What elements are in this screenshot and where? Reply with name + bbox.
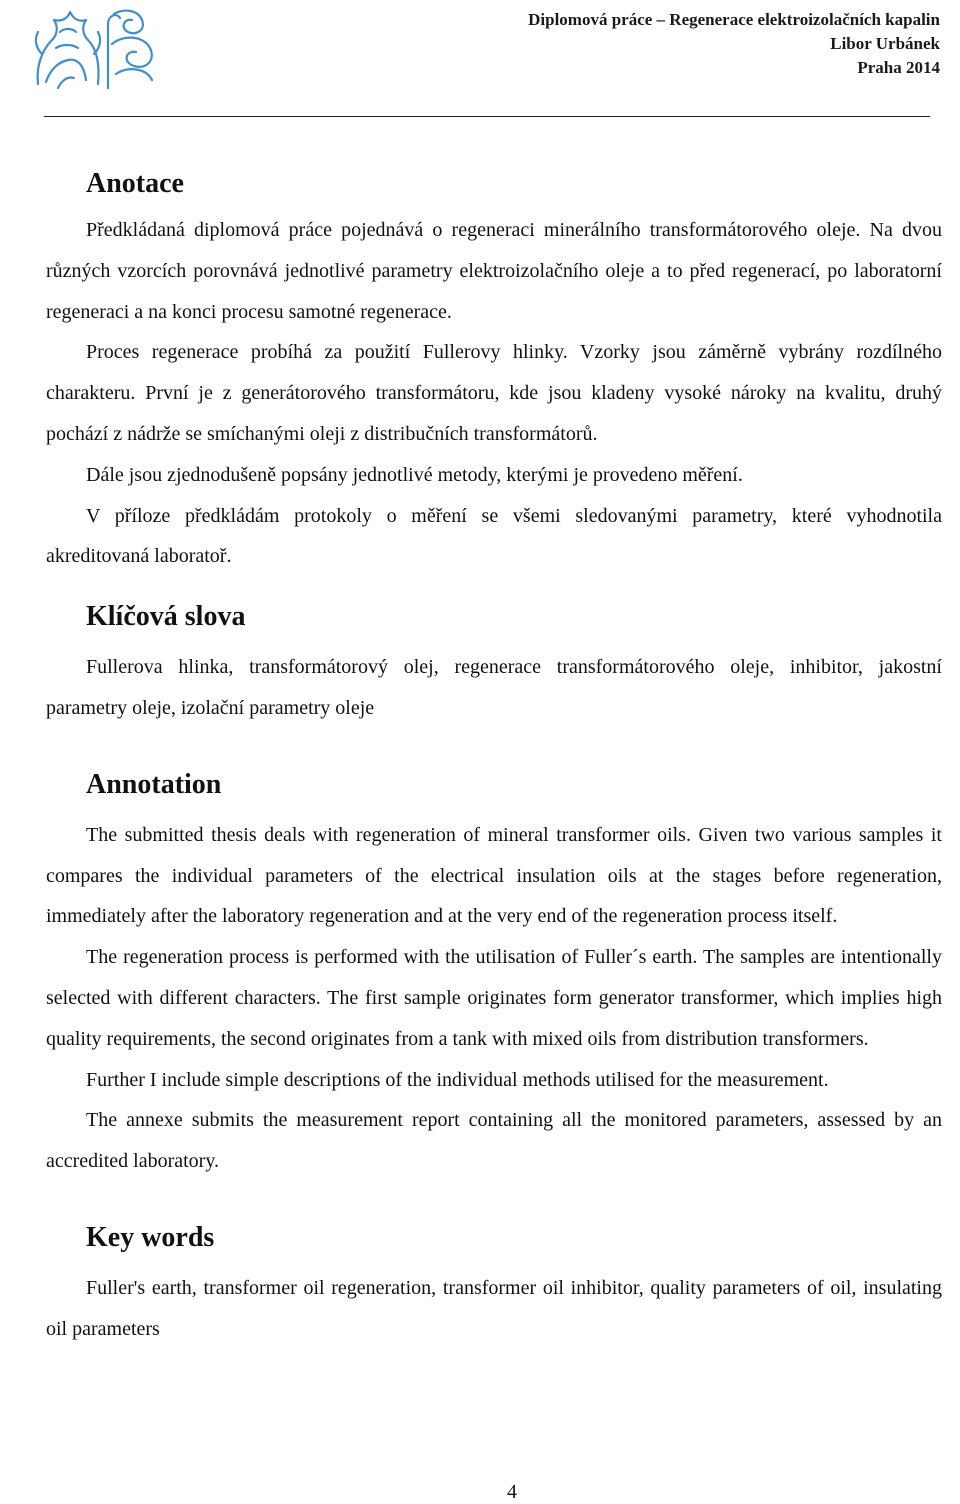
ctu-lion-logo-icon (28, 4, 163, 90)
header-divider (44, 116, 930, 117)
page-header (528, 8, 940, 80)
section-title-key-words: Key words (86, 1221, 215, 1253)
anotace-paragraph: Předkládaná diplomová práce pojednává o regeneraci minerálního transformátorového oleje. Na dvou různých vzorcích porovnává jednotlivé parametry elektroizolačního oleje a to před regenerací, po laboratorní regeneraci a na konci procesu samotné regenerace. (46, 219, 942, 323)
thesis-title: Diplomová práce – Regenerace elektroizolačních kapalin (528, 10, 940, 29)
section-title-klicova-slova: Klíčová slova (86, 601, 246, 633)
annotation-paragraph: The submitted thesis deals with regeneration of mineral transformer oils. Given two various samples it compares the individual parameters of the electrical insulation oils at the stages before regeneration, immediately after the laboratory regeneration and at the very end of the regeneration process itself. (46, 823, 942, 928)
annotation-paragraph: Further I include simple descriptions of the individual methods utilised for the measurement. (86, 1068, 829, 1091)
annotation-paragraph: The annexe submits the measurement report containing all the monitored parameters, assessed by an accredited laboratory. (46, 1109, 942, 1173)
key-words-text: Fuller's earth, transformer oil regeneration, transformer oil inhibitor, quality parameters of oil, insulating oil parameters (46, 1276, 942, 1340)
page-number: 4 (507, 1481, 517, 1503)
place-year: Praha 2014 (857, 58, 940, 77)
anotace-paragraph: Dále jsou zjednodušeně popsány jednotlivé metody, kterými je provedeno měření. (86, 463, 743, 486)
annotation-paragraph: The regeneration process is performed with the utilisation of Fuller´s earth. The samples are intentionally selected with different characters. The first sample originates form generator transformer, which implies high quality requirements, the second originates from a tank with mixed oils from distribution transformers. (46, 946, 942, 1050)
klicova-slova-text: Fullerova hlinka, transformátorový olej, regenerace transformátorového oleje, inhibitor, jakostní parametry oleje, izolační parametry oleje (46, 656, 942, 719)
page-body (46, 164, 942, 1350)
section-title-annotation: Annotation (86, 768, 222, 800)
anotace-paragraph: Proces regenerace probíhá za použití Fullerovy hlinky. Vzorky jsou záměrně vybrány rozdílného charakteru. První je z generátorového transformátoru, kde jsou kladeny vysoké nároky na kvalitu, druhý pochází z nádrže se smíchanými oleji z distribučních transformátorů. (46, 341, 942, 445)
section-title-anotace: Anotace (86, 168, 184, 199)
author-name: Libor Urbánek (830, 34, 940, 53)
anotace-paragraph: V příloze předkládám protokoly o měření se všemi sledovanými parametry, které vyhodnotila akreditovaná laboratoř. (46, 504, 942, 568)
